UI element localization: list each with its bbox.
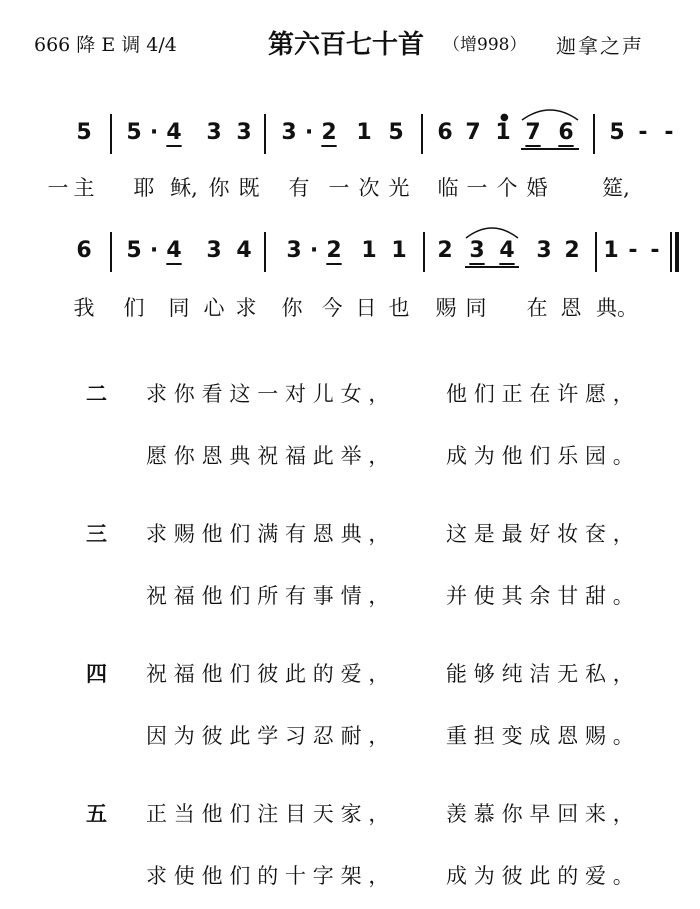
- verse-number: 四: [86, 661, 107, 686]
- verse-text: 因为彼此学习忍耐，: [146, 724, 397, 748]
- note-dash: -: [638, 120, 648, 145]
- verse-3-line-2: [0, 580, 700, 616]
- note-dash: -: [650, 238, 660, 263]
- hymn-title: 第六百七十首: [268, 30, 425, 60]
- beam-line: [521, 148, 579, 150]
- note: 7: [465, 120, 481, 145]
- lyrics-line-1: [0, 172, 700, 212]
- note: 2: [564, 238, 580, 263]
- slur: [464, 224, 520, 240]
- lyric-syllable: 我: [73, 296, 95, 320]
- verse-number: 一: [47, 176, 69, 200]
- note: 3: [469, 238, 485, 263]
- verse-5-line-1: [0, 798, 700, 834]
- verse-text: 愿你恩典祝福此举，: [146, 444, 397, 468]
- note: 3: [536, 238, 552, 263]
- lyric-syllable: 求: [235, 296, 257, 320]
- verse-number: 五: [86, 801, 107, 826]
- hymn-header: [0, 18, 700, 58]
- lyric-syllable: 同: [465, 296, 487, 320]
- lyric-syllable: 一: [466, 176, 488, 200]
- final-bar-line-thick: [675, 232, 679, 272]
- bar-line: [421, 114, 423, 154]
- verse-text: 求你看这一对儿女，: [146, 382, 397, 406]
- note: 1: [391, 238, 407, 263]
- slur: [520, 106, 580, 122]
- verse-4-line-2: [0, 720, 700, 756]
- lyric-syllable: 个: [496, 176, 518, 200]
- verse-text: 能够纯洁无私，: [446, 662, 641, 686]
- lyric-syllable: 你: [281, 296, 303, 320]
- hymn-subtitle: （增998）: [443, 35, 527, 55]
- verse-text: 祝福他们所有事情，: [146, 584, 397, 608]
- lyric-syllable: 既: [238, 176, 260, 200]
- note: 6: [558, 120, 574, 145]
- verse-text: 求使他们的十字架，: [146, 864, 397, 888]
- lyric-syllable: 一: [328, 176, 350, 200]
- verse-text: 并使其余甘甜。: [446, 584, 641, 608]
- lyric-syllable: 赐: [435, 296, 457, 320]
- lyric-syllable: 耶: [133, 176, 155, 200]
- lyric-syllable: 同: [168, 296, 190, 320]
- verse-number: 二: [86, 381, 107, 406]
- note-dot: ·: [309, 238, 319, 263]
- note: 5: [126, 120, 142, 145]
- note: 3: [206, 120, 222, 145]
- lyric-syllable: 筵,: [602, 176, 630, 200]
- note-dot: ·: [149, 120, 159, 145]
- lyric-syllable: 稣,: [170, 176, 198, 200]
- bar-line: [593, 114, 595, 154]
- note-dash: -: [664, 120, 674, 145]
- note: 4: [499, 238, 515, 263]
- note-dash: -: [628, 238, 638, 263]
- score-line-2: [0, 230, 700, 270]
- note: 2: [437, 238, 453, 263]
- lyric-syllable: 你: [208, 176, 230, 200]
- lyric-syllable: 主: [73, 176, 95, 200]
- note: 4: [236, 238, 252, 263]
- beam-line: [465, 266, 519, 268]
- verse-text: 重担变成恩赐。: [446, 724, 641, 748]
- note: 1: [361, 238, 377, 263]
- lyric-syllable: 们: [123, 296, 145, 320]
- score-line-1: [0, 112, 700, 152]
- note: 2: [321, 120, 337, 145]
- note-dot: ·: [304, 120, 314, 145]
- bar-line: [110, 114, 112, 154]
- note: 3: [206, 238, 222, 263]
- lyric-syllable: 也: [388, 296, 410, 320]
- note: 5: [76, 120, 92, 145]
- note: 1: [356, 120, 372, 145]
- note: 5: [126, 238, 142, 263]
- verse-text: 求赐他们满有恩典，: [146, 522, 397, 546]
- bar-line: [264, 114, 266, 154]
- high-octave-dot: ●: [500, 112, 509, 123]
- note: 4: [166, 238, 182, 263]
- verse-number: 三: [86, 521, 107, 546]
- lyric-syllable: 有: [288, 176, 310, 200]
- note: 3: [286, 238, 302, 263]
- verse-text: 他们正在许愿，: [446, 382, 641, 406]
- lyric-syllable: 婚: [526, 176, 548, 200]
- lyric-syllable: 恩: [560, 296, 582, 320]
- lyric-syllable: 今: [321, 296, 343, 320]
- lyric-syllable: 光: [388, 176, 410, 200]
- note: 6: [437, 120, 453, 145]
- note: 3: [236, 120, 252, 145]
- note: 5: [609, 120, 625, 145]
- verse-2-line-2: [0, 440, 700, 476]
- bar-line: [595, 232, 597, 272]
- verse-3-line-1: [0, 518, 700, 554]
- lyric-syllable: 心: [203, 296, 225, 320]
- note: 6: [76, 238, 92, 263]
- lyric-syllable: 临: [437, 176, 459, 200]
- bar-line: [423, 232, 425, 272]
- verse-text: 成为彼此的爱。: [446, 864, 641, 888]
- hymn-number-key-time: 666 降 E 调 4/4: [34, 34, 177, 56]
- verse-text: 成为他们乐园。: [446, 444, 641, 468]
- verse-text: 羡慕你早回来，: [446, 802, 641, 826]
- note: 5: [388, 120, 404, 145]
- verse-5-line-2: [0, 860, 700, 896]
- lyric-syllable: 典。: [596, 296, 638, 320]
- note-dot: ·: [149, 238, 159, 263]
- note: 2: [326, 238, 342, 263]
- verse-text: 这是最好妆奁，: [446, 522, 641, 546]
- final-bar-line: [670, 232, 672, 272]
- verse-4-line-1: [0, 658, 700, 694]
- note: 7: [525, 120, 541, 145]
- note: 1: [603, 238, 619, 263]
- hymn-source: 迦拿之声: [556, 34, 644, 58]
- verse-text: 祝福他们彼此的爱，: [146, 662, 397, 686]
- verse-text: 正当他们注目天家，: [146, 802, 397, 826]
- lyric-syllable: 日: [355, 296, 377, 320]
- note-high: 1: [495, 120, 511, 145]
- verse-2-line-1: [0, 378, 700, 414]
- lyrics-line-2: [0, 292, 700, 332]
- note: 4: [166, 120, 182, 145]
- bar-line: [110, 232, 112, 272]
- lyric-syllable: 在: [526, 296, 548, 320]
- bar-line: [264, 232, 266, 272]
- lyric-syllable: 次: [358, 176, 380, 200]
- note: 3: [281, 120, 297, 145]
